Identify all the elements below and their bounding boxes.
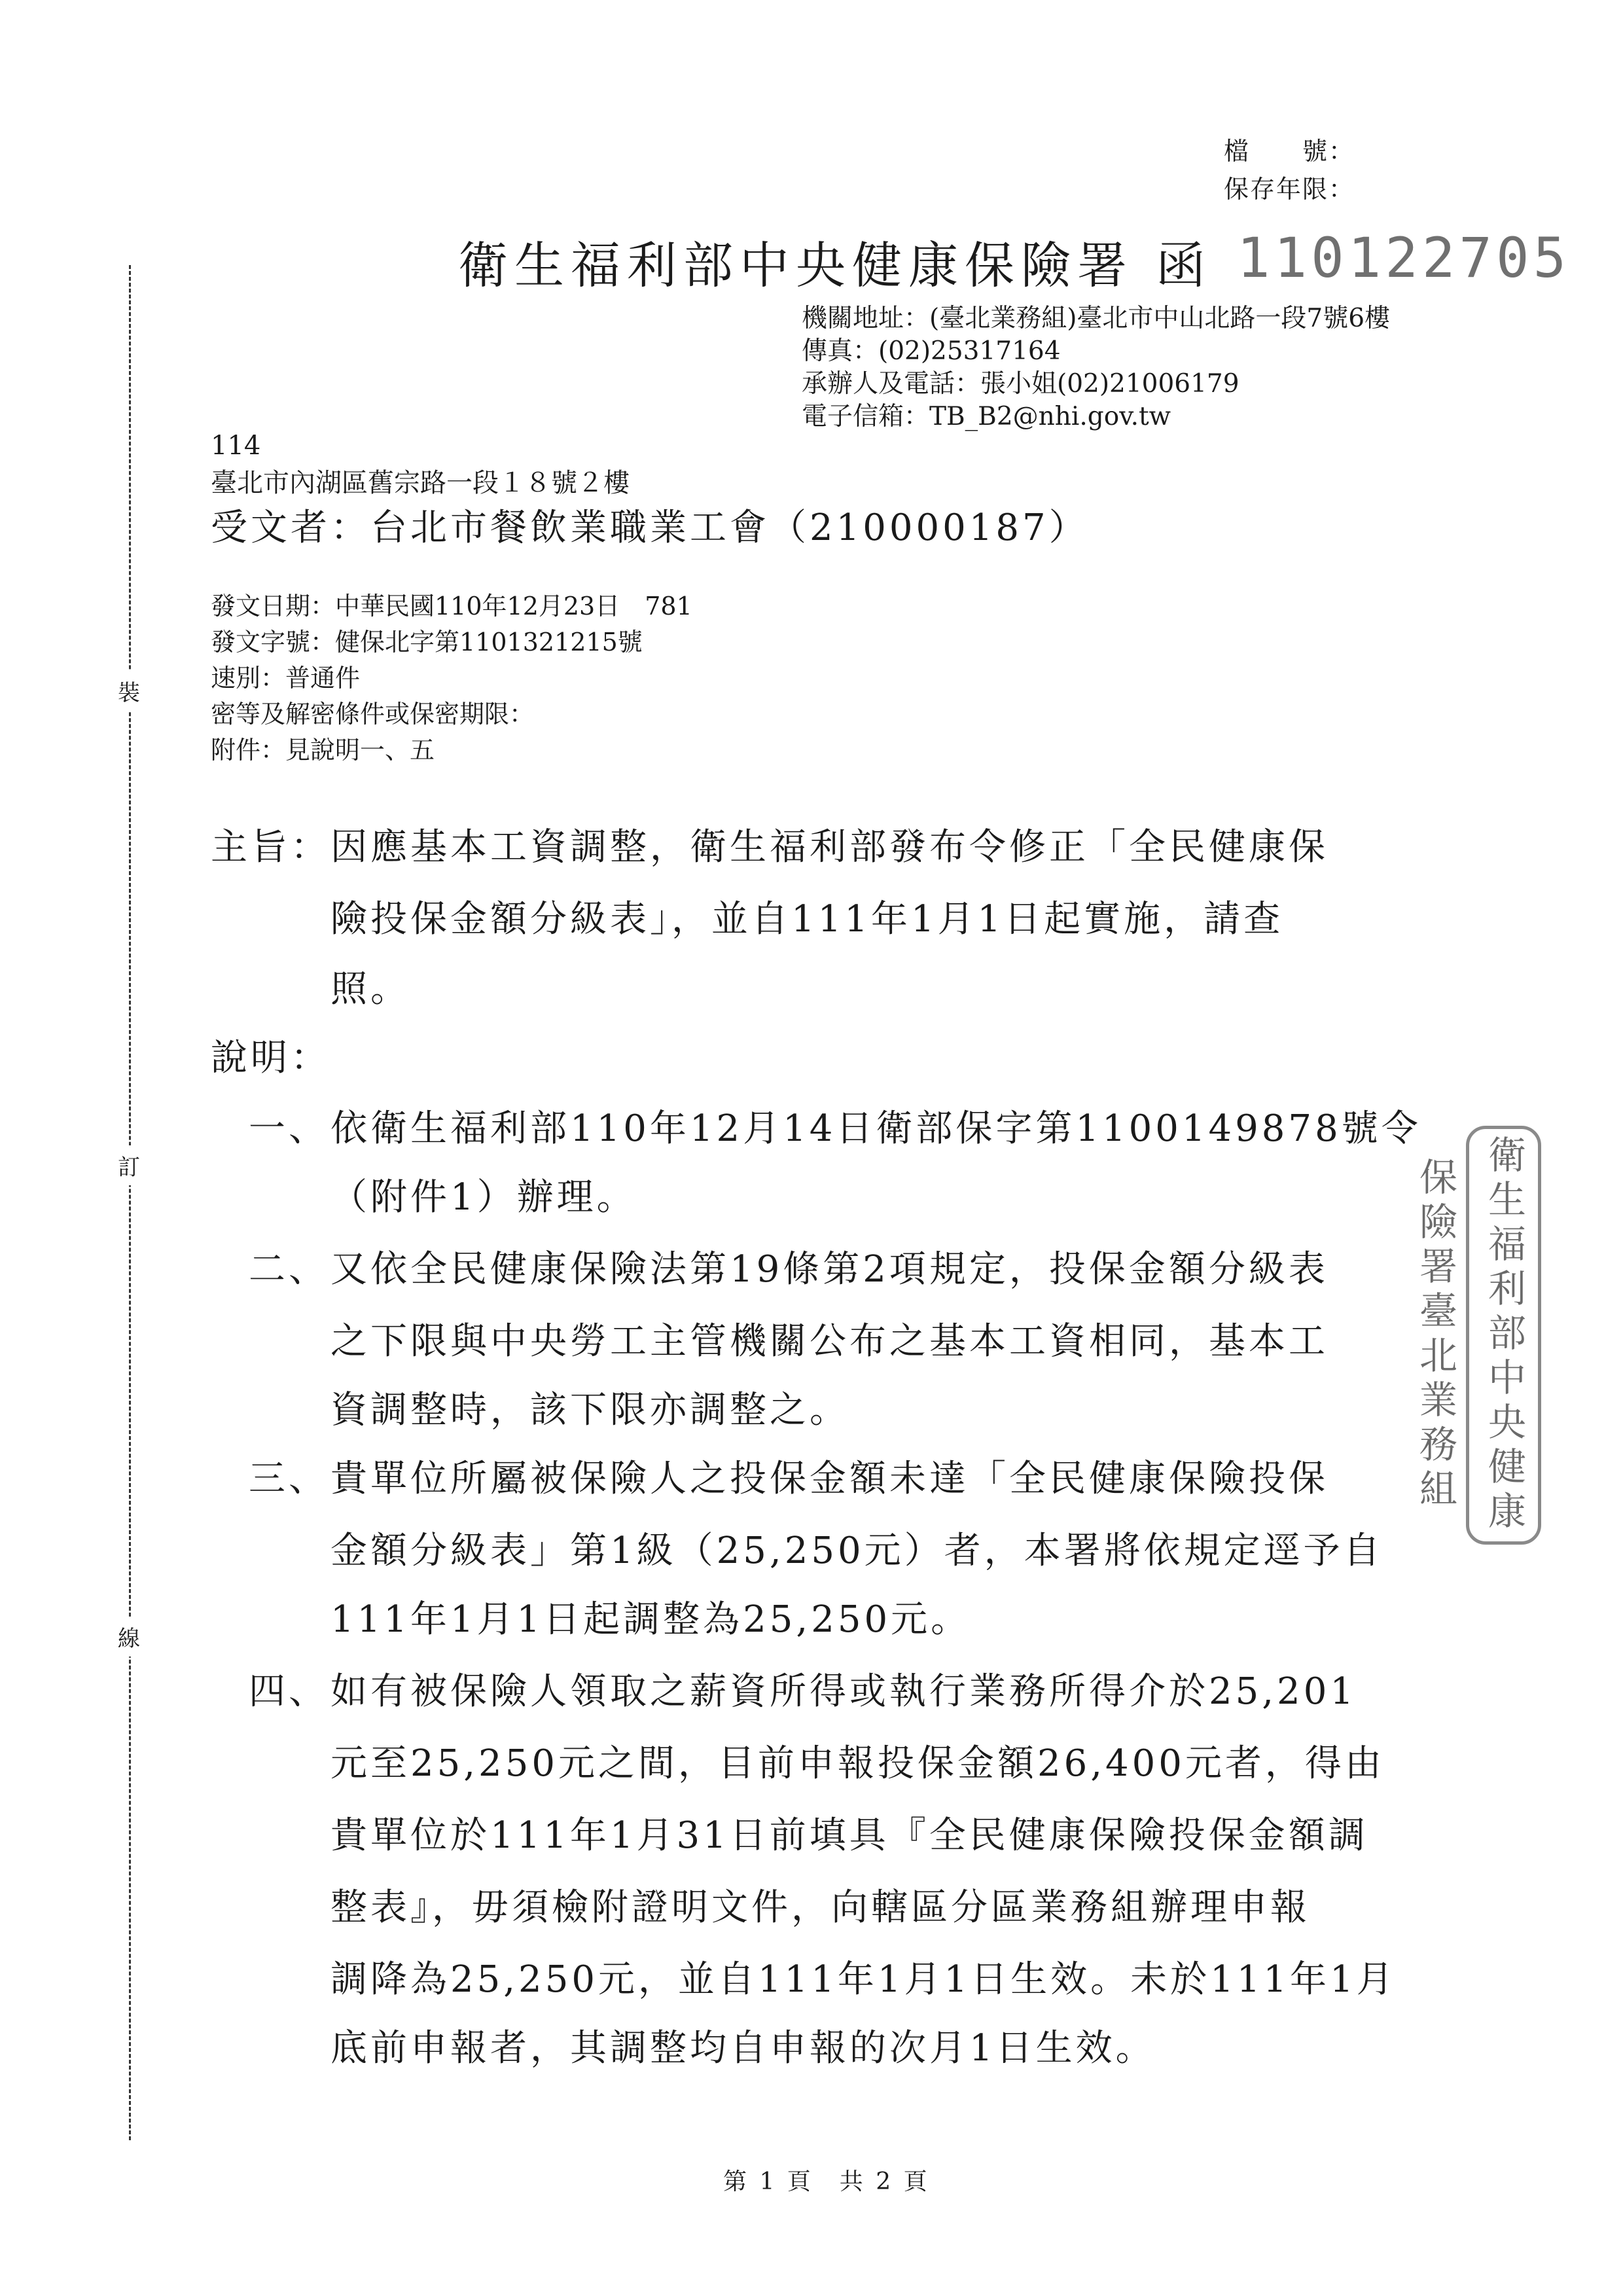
item-line: 金額分級表」第1級（25,250元）者，本署將依規定逕予自 xyxy=(330,1530,1383,1572)
stamp-number: 110122705 xyxy=(1237,226,1571,290)
item-line: 之下限與中央勞工主管機關公布之基本工資相同，基本工 xyxy=(330,1320,1329,1363)
item-number: 四、 xyxy=(249,1670,329,1713)
confidentiality: 密等及解密條件或保密期限： xyxy=(211,700,535,728)
item-line: 整表』，毋須檢附證明文件，向轄區分區業務組辦理申報 xyxy=(330,1886,1310,1929)
recipient-address: 臺北市內湖區舊宗路一段１８號２樓 xyxy=(211,468,630,498)
item-number: 二、 xyxy=(249,1248,329,1291)
item-line: 依衛生福利部110年12月14日衛部保字第1100149878號令 xyxy=(330,1107,1421,1150)
subject-label: 主旨： xyxy=(211,826,330,869)
doc-number: 發文字號：健保北字第1101321215號 xyxy=(211,628,643,656)
item-line: 111年1月1日起調整為25,250元。 xyxy=(330,1598,971,1641)
binding-line xyxy=(129,265,131,2140)
agency-officer: 承辦人及電話：張小姐(02)21006179 xyxy=(802,369,1240,399)
margin-char-bind: 裝 xyxy=(118,671,140,711)
agency-title: 衛生福利部中央健康保險署 函 xyxy=(458,236,1213,295)
speed: 速別：普通件 xyxy=(211,664,361,692)
item-line: 調降為25,250元，並自111年1月1日生效。未於111年1月 xyxy=(330,1958,1397,2001)
issue-date: 發文日期：中華民國110年12月23日 781 xyxy=(211,592,692,620)
file-number-label: 檔 號： xyxy=(1223,137,1355,166)
item-line: 如有被保險人領取之薪資所得或執行業務所得介於25,201 xyxy=(330,1670,1357,1713)
recipient-postal-code: 114 xyxy=(211,431,261,461)
item-line: 貴單位於111年1月31日前填具『全民健康保險投保金額調 xyxy=(330,1814,1368,1857)
item-line: 又依全民健康保險法第19條第2項規定，投保金額分級表 xyxy=(330,1248,1329,1291)
item-number: 一、 xyxy=(249,1107,329,1150)
item-line: 元至25,250元之間，目前申報投保金額26,400元者，得由 xyxy=(330,1742,1385,1785)
agency-email: 電子信箱：TB_B2@nhi.gov.tw xyxy=(802,402,1171,431)
subject-line: 照。 xyxy=(330,968,410,1011)
subject-line: 險投保金額分級表」，並自111年1月1日起實施，請查 xyxy=(330,898,1284,941)
agency-address: 機關地址：(臺北業務組)臺北市中山北路一段7號6樓 xyxy=(802,304,1391,333)
item-line: 資調整時，該下限亦調整之。 xyxy=(330,1389,849,1431)
item-line: （附件1）辦理。 xyxy=(330,1176,637,1219)
explanation-label: 說明： xyxy=(211,1037,330,1079)
page-number: 第 1 頁 共 2 頁 xyxy=(723,2168,930,2195)
margin-char-line: 線 xyxy=(118,1617,140,1657)
item-number: 三、 xyxy=(249,1458,329,1500)
item-line: 貴單位所屬被保險人之投保金額未達「全民健康保險投保 xyxy=(330,1458,1329,1500)
margin-char-staple: 訂 xyxy=(118,1145,140,1185)
subject-line: 因應基本工資調整，衛生福利部發布令修正「全民健康保 xyxy=(330,826,1329,869)
retention-label: 保存年限： xyxy=(1223,175,1355,204)
recipient-name: 受文者：台北市餐飲業職業工會（210000187） xyxy=(211,507,1089,549)
agency-fax: 傳真：(02)25317164 xyxy=(802,336,1061,366)
item-line: 底前申報者，其調整均自申報的次月1日生效。 xyxy=(330,2027,1156,2070)
attachments: 附件：見說明一、五 xyxy=(211,736,435,764)
official-seal: 衛生福利部中央健康保險署臺北業務組 xyxy=(1466,1126,1541,1545)
